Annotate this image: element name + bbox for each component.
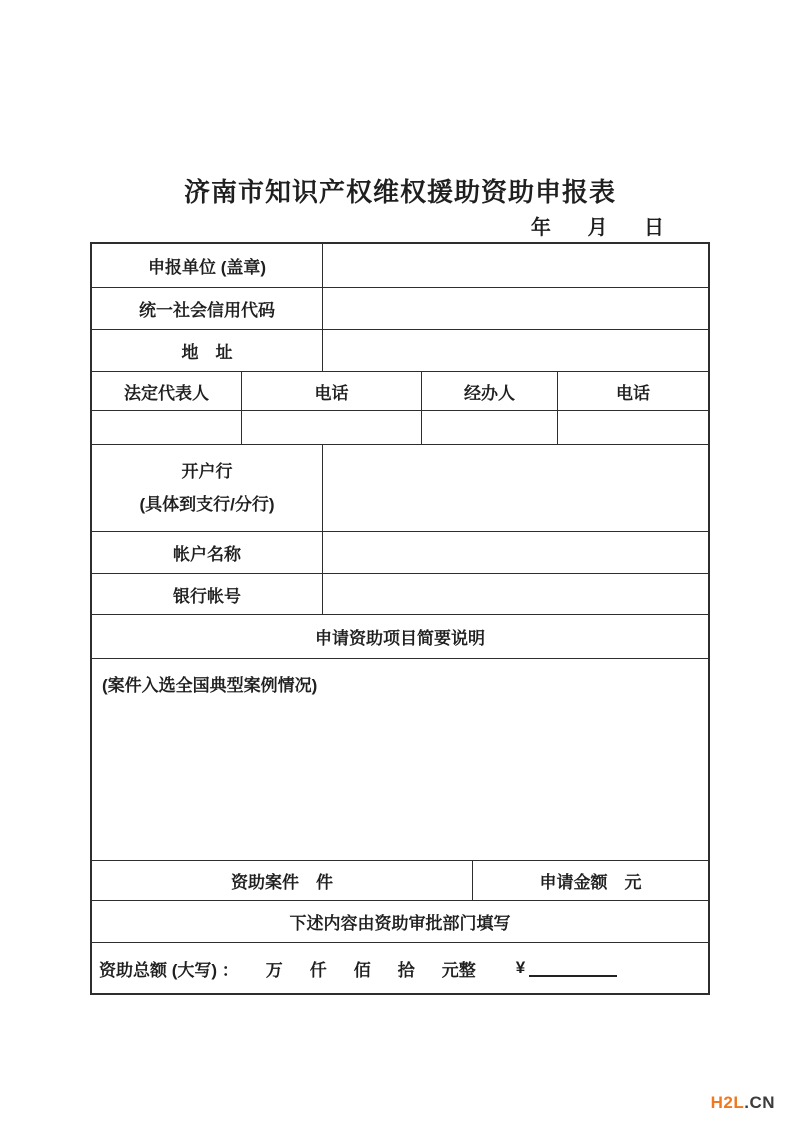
credit-code-value-cell — [323, 288, 708, 329]
date-line — [90, 211, 710, 240]
row-bank — [92, 445, 708, 532]
row-address — [92, 330, 708, 372]
row-project-summary-header — [92, 615, 708, 659]
project-summary-note: (案件入选全国典型案例情况) — [102, 676, 318, 695]
bank-label-line2: (具体到支行/分行) — [139, 495, 275, 514]
watermark — [711, 1093, 775, 1113]
bank-account-value-cell — [323, 574, 708, 614]
account-name-value-cell — [323, 532, 708, 573]
unit-yuan-zheng: 元整 — [441, 960, 476, 980]
row-account-name — [92, 532, 708, 574]
address-label: 地 址 — [92, 330, 323, 371]
bank-label-line1: 开户行 — [181, 462, 233, 481]
legal-rep-value-cell — [92, 411, 242, 444]
bank-account-label: 银行帐号 — [92, 574, 323, 614]
row-case-count-amount — [92, 861, 708, 901]
row-total-amount — [92, 943, 708, 993]
currency-symbol: ¥ — [515, 958, 526, 977]
bank-value-cell — [323, 445, 708, 531]
unit-qian: 仟 — [309, 960, 327, 980]
page-title: 济南市知识产权维权援助资助申报表 — [183, 177, 616, 207]
unit-bai: 佰 — [353, 960, 371, 980]
row-declare-unit — [92, 244, 708, 288]
account-name-label: 帐户名称 — [92, 532, 323, 573]
approval-header: 下述内容由资助审批部门填写 — [289, 914, 511, 933]
case-count-label: 资助案件 件 — [92, 861, 473, 900]
handler-phone-value-cell — [558, 411, 708, 444]
watermark-suffix: .CN — [744, 1093, 775, 1112]
watermark-brand: H2L — [710, 1093, 745, 1112]
handler-value-cell — [422, 411, 558, 444]
legal-rep-label: 法定代表人 — [92, 372, 242, 410]
unit-wan: 万 — [265, 960, 283, 980]
row-project-summary-body — [92, 659, 708, 861]
handler-label: 经办人 — [422, 372, 558, 410]
unit-shi: 拾 — [397, 960, 415, 980]
total-amount-cell — [92, 943, 708, 993]
handler-phone-label: 电话 — [616, 383, 650, 403]
legal-rep-phone-value-cell — [242, 411, 422, 444]
date-year-label: 年 — [530, 217, 551, 239]
amount-fill-line — [529, 960, 617, 977]
date-month-label: 月 — [587, 217, 608, 239]
declare-unit-label: 申报单位 (盖章) — [92, 244, 323, 287]
legal-rep-phone-label: 电话 — [242, 372, 422, 410]
date-day-label: 日 — [644, 217, 664, 239]
amount-label: 申请金额 元 — [539, 873, 642, 892]
credit-code-label: 统一社会信用代码 — [92, 288, 323, 329]
row-bank-account — [92, 574, 708, 615]
total-amount-label: 资助总额 (大写) ： — [99, 960, 239, 980]
row-credit-code — [92, 288, 708, 330]
bank-label — [92, 445, 323, 531]
address-value-cell — [323, 330, 708, 371]
application-form-table — [90, 242, 710, 995]
project-summary-header: 申请资助项目简要说明 — [315, 629, 485, 648]
row-contacts-values — [92, 411, 708, 445]
row-approval-header — [92, 901, 708, 943]
declare-unit-value-cell — [323, 244, 708, 287]
row-contacts-header — [92, 372, 708, 411]
